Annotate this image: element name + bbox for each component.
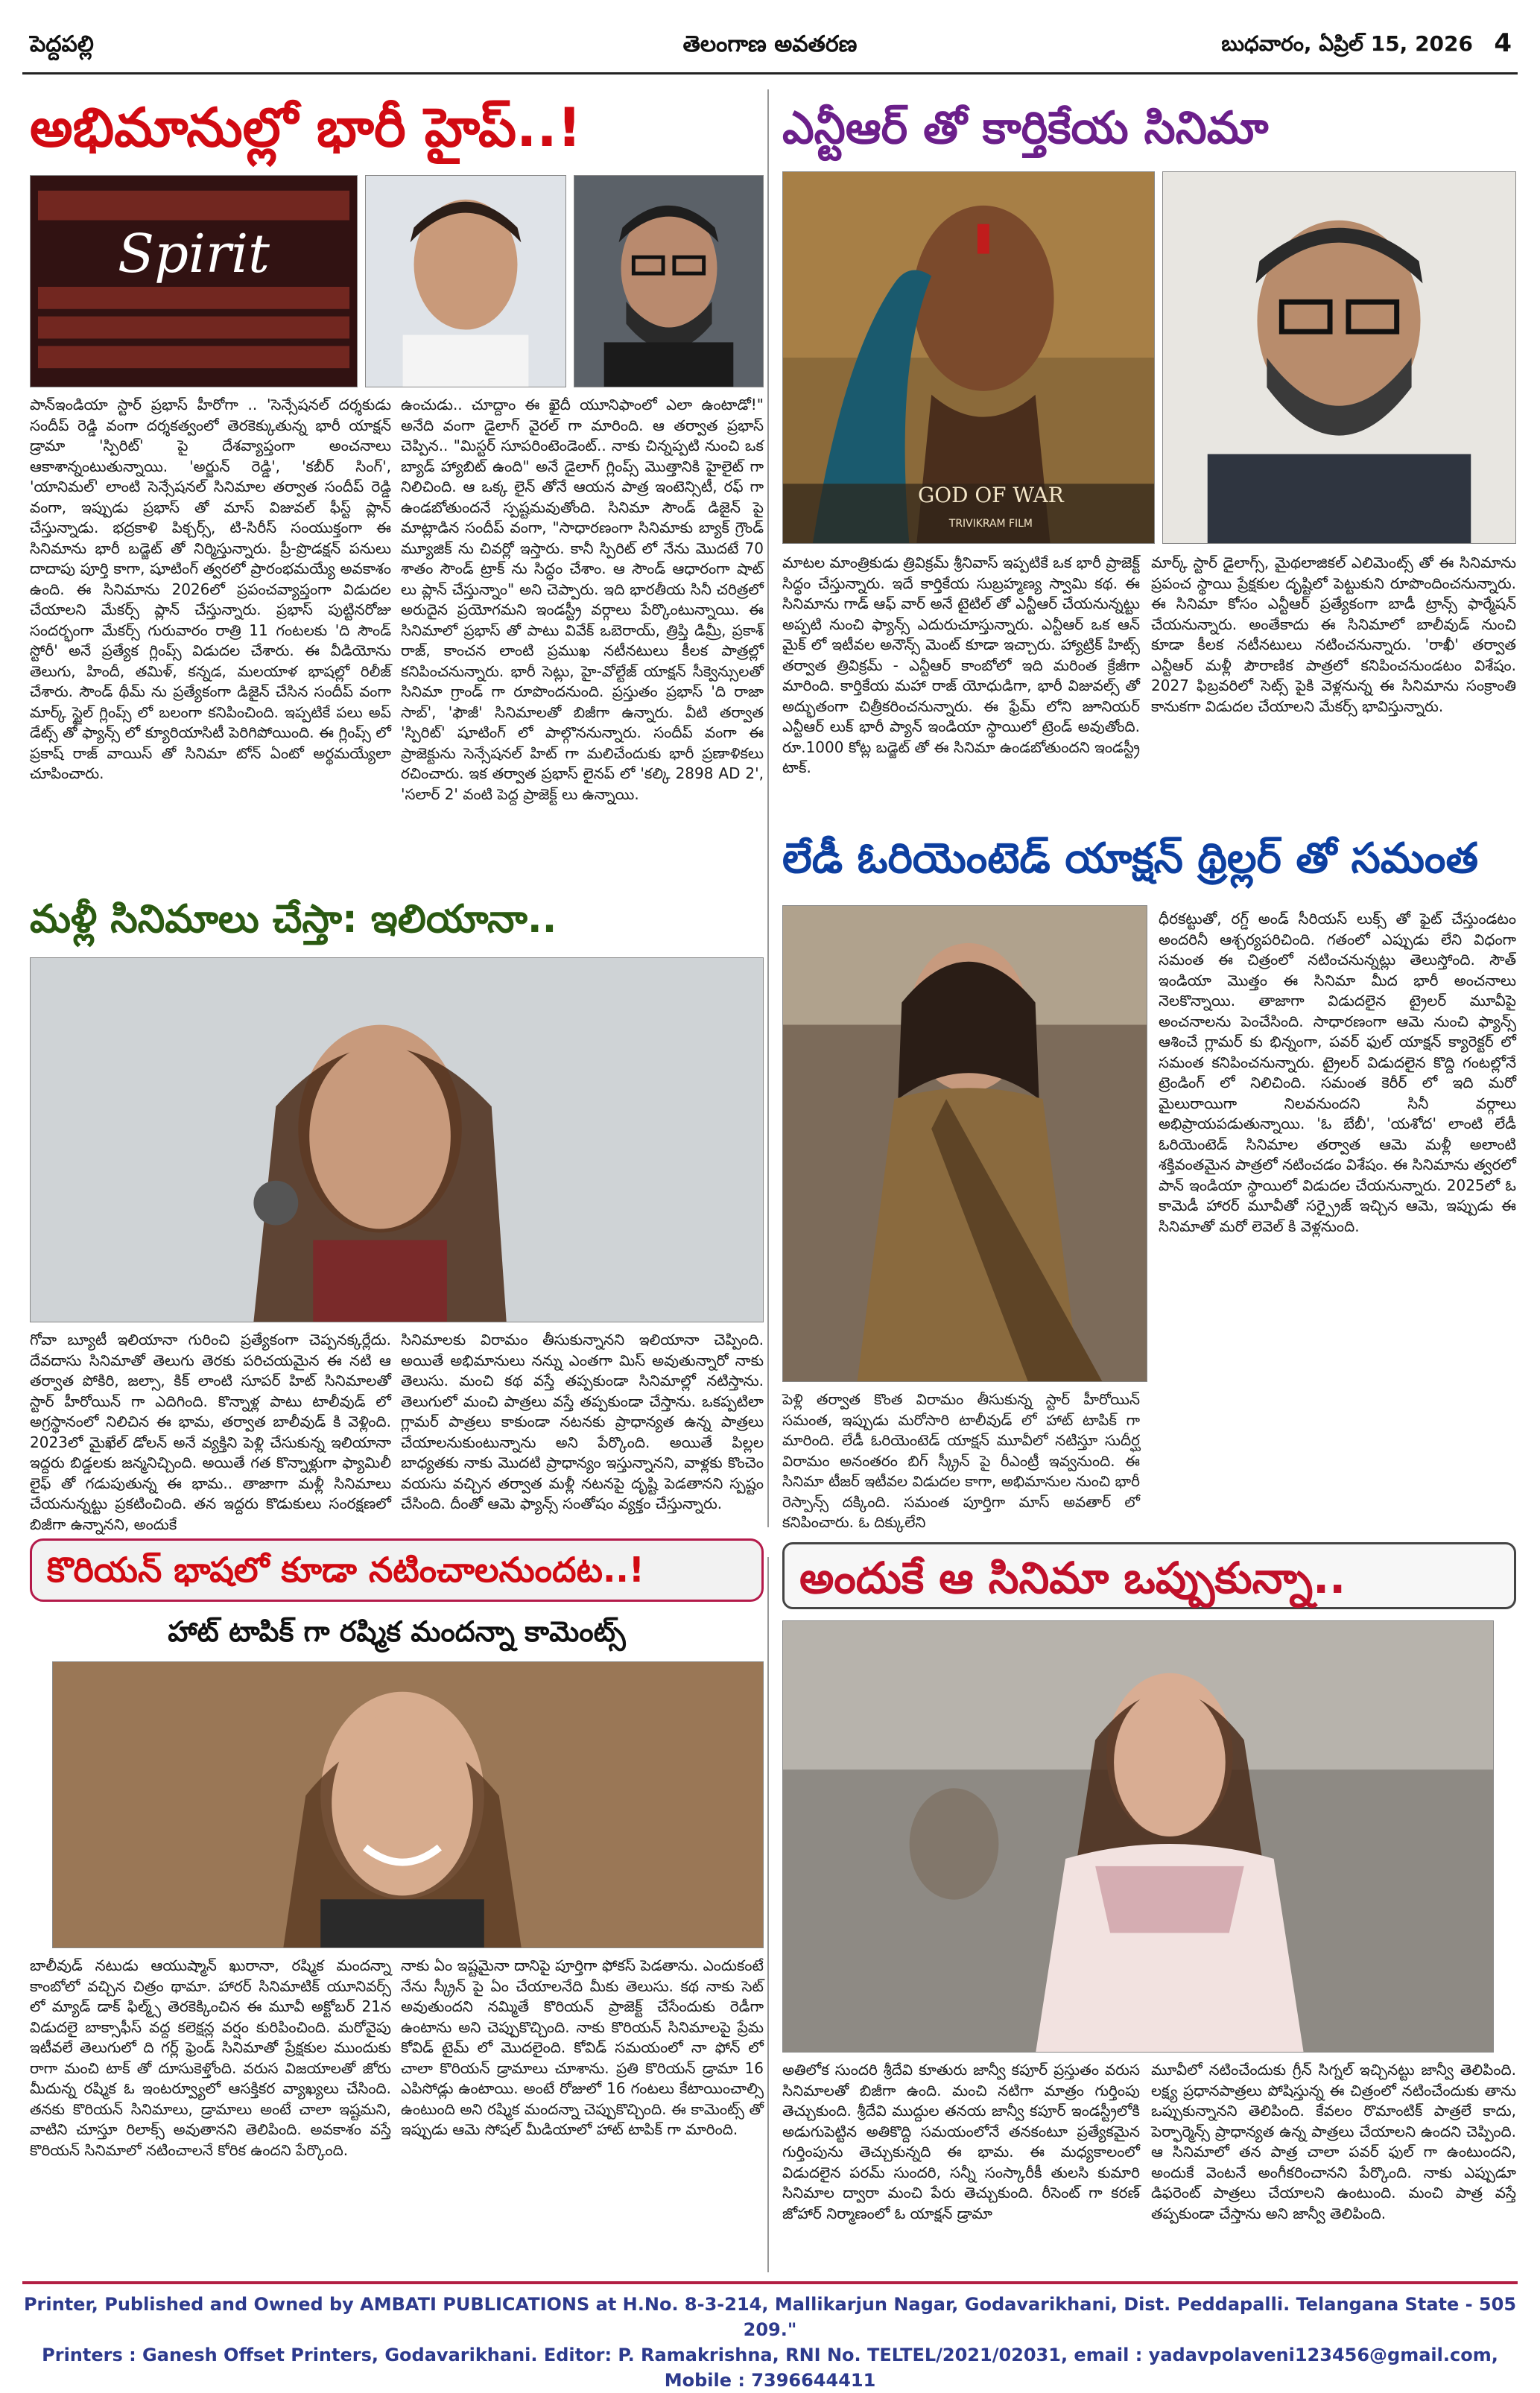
article2-column-2: మార్క్ స్టార్ డైలాగ్స్, మైథలాజికల్ ఎలిమెంట్స్ తో ఈ సినిమాను ప్రపంచ స్థాయి ప్రేక్షకుల దృష్టిలో పెట్టుకుని రూపొందించనున్నారు. ఈ సినిమా కోసం ఎన్టీఆర్ ప్రత్యేకంగా బాడీ ట్రాన్స్ ఫార్మేషన్ చేయనున్నారు. అంతేకాదు ఈ సినిమాలో బాలీవుడ్ నుంచి కూడా కీలక నటీనటులు నటించనున్నారు. 'రాఖీ' తర్వాత ఎన్టీఆర్ మళ్లీ పౌరాణిక పాత్రలో కనిపించనుండటం విశేషం. 2027 ఫిబ్రవరిలో సెట్స్ పైకి వెళ్లనున్న ఈ సినిమాను సంక్రాంతి కానుకగా విడుదల చేయాలని మేకర్స్ భావిస్తున్నారు.: [1151, 554, 1516, 715]
article2-headline: ఎన్టీఆర్ తో కార్తికేయ సినిమా: [782, 102, 1269, 154]
article4-column-1: పెళ్లి తర్వాత కొంత విరామం తీసుకున్న స్టార్ హీరోయిన్ సమంత, ఇప్పుడు మరోసారి టాలీవుడ్ లో హాట్ టాపిక్ గా మారింది. లేడీ ఓరియెంటెడ్ యాక్షన్ మూవీలో నటిస్తూ సుదీర్ఘ విరామం అనంతరం బిగ్ స్క్రీన్ పై రీఎంట్రీ ఇవ్వనుంది. ఈ సినిమా టీజర్ ఇటీవల విడుదల కాగా, అభిమానుల నుంచి భారీ రెస్పాన్స్ దక్కింది. సమంత పూర్తిగా మాస్ అవతార్ లో కనిపించారు. ఓ దిక్కులేని: [782, 1390, 1140, 1531]
samantha-photo: [782, 905, 1147, 1382]
article4-headline: లేడీ ఓరియెంటెడ్ యాక్షన్ థ్రిల్లర్ తో సమంత: [782, 834, 1479, 883]
rashmika-photo: [52, 1661, 764, 1948]
article6-headline: అందుకే ఆ సినిమా ఒప్పుకున్నా..: [782, 1542, 1516, 1609]
ileana-photo: [30, 957, 764, 1322]
prabhas-photo: [365, 175, 566, 387]
article3-column-2: సినిమాలకు విరామం తీసుకున్నానని ఇలియానా చెప్పింది. అయితే అభిమానులు నన్ను ఎంతగా మిస్ అవుతున్నారో నాకు తెలుసు. మంచి కథ వస్తే తప్పకుండా సినిమాల్లో నటిస్తాను. తెలుగులో మంచి పాత్రలు వస్తే తప్పకుండా చేస్తాను. ఒకప్పటిలా గ్లామర్ పాత్రలు కాకుండా నటనకు ప్రాధాన్యత ఉన్న పాత్రలు చేయాలనుకుంటున్నాను అని పేర్కొంది. అయితే పిల్లల బాధ్యతకు నాకు మొదటి ప్రాధాన్యం ఇస్తున్నానని, వాళ్లకు కొంచెం వయసు వచ్చిన తర్వాత మళ్లీ నటనపై దృష్టి పెడతానని స్పష్టం చేసింది. దీంతో ఆమె ఫ్యాన్స్ సంతోషం వ్యక్తం చేస్తున్నారు.: [401, 1331, 764, 1512]
masthead: [22, 22, 1518, 75]
issue-date: బుధవారం, ఏప్రిల్ 15, 2026: [1221, 31, 1473, 56]
column-divider: [767, 1557, 769, 2272]
article4-column-2: ధీరకట్టుతో, రగ్డ్ అండ్ సీరియస్ లుక్స్ తో ఫైట్ చేస్తుండటం అందరినీ ఆశ్చర్యపరిచింది. గతంలో ఎప్పుడు లేని విధంగా సమంత ఈ చిత్రంలో నటించనున్నట్లు తెలుస్తోంది. సౌత్ ఇండియా మొత్తం ఈ సినిమా మీద భారీ అంచనాలు నెలకొన్నాయి. తాజాగా విడుదలైన ట్రైలర్ మూవీపై అంచనాలను పెంచేసింది. సాధారణంగా ఆమె నుంచి ఫ్యాన్స్ ఆశించే గ్లామర్ కు భిన్నంగా, పవర్ ఫుల్ యాక్షన్ క్యారెక్టర్ లో సమంత కనిపించనున్నారు. ట్రైలర్ విడుదలైన కొద్ది గంటల్లోనే ట్రెండింగ్ లో నిలిచింది. సమంత కెరీర్ లో ఇది మరో మైలురాయిగా నిలవనుందని సినీ వర్గాలు అభిప్రాయపడుతున్నాయి. 'ఓ బేబీ', 'యశోద' లాంటి లేడీ ఓరియెంటెడ్ సినిమాల తర్వాత ఆమె మళ్లీ అలాంటి శక్తివంతమైన పాత్రలో నటించడం విశేషం. ఈ సినిమాను త్వరలో పాన్ ఇండియా స్థాయిలో విడుదల చేయనున్నారు. 2025లో ఓ కామెడీ హారర్ మూవీతో సర్ప్రైజ్ ఇచ్చిన ఆమె, ఇప్పుడు ఈ సినిమాతో మరో లెవెల్ కి వెళ్లనుంది.: [1159, 910, 1516, 1235]
article1-column-1: పాన్ఇండియా స్టార్ ప్రభాస్ హీరోగా .. 'సెన్సేషనల్ దర్శకుడు సందీప్ రెడ్డి వంగా దర్శకత్వంలో తెరకెక్కుతున్న భారీ యాక్షన్ డ్రామా 'స్పిరిట్' పై దేశవ్యాప్తంగా అంచనాలు ఆకాశాన్నంటుతున్నాయి. 'అర్జున్ రెడ్డి', 'కబీర్ సింగ్', 'యానిమల్' లాంటి సెన్సేషనల్ సినిమాల తర్వాత సందీప్ రెడ్డి వంగా, ఇప్పుడు ప్రభాస్ తో మాస్ విజువల్ ఫీస్ట్ ప్లాన్ చేస్తున్నాడు. భద్రకాళి పిక్చర్స్, టి-సిరీస్ సంయుక్తంగా ఈ సినిమాను భారీ బడ్జెట్ తో నిర్మిస్తున్నారు. ప్రీ-ప్రొడక్షన్ పనులు దాదాపు పూర్తి కాగా, షూటింగ్ త్వరలో ప్రారంభమయ్యే అవకాశం ఉంది. ఈ సినిమాను 2026లో ప్రపంచవ్యాప్తంగా విడుదల చేయాలని మేకర్స్ ప్లాన్ చేస్తున్నారు. ప్రభాస్ పుట్టినరోజు సందర్భంగా మేకర్స్ గురువారం రాత్రి 11 గంటలకు 'ది సౌండ్ స్టోరీ' అనే ప్రత్యేక గ్లింప్స్ విడుదల చేశారు. ఈ వీడియోను తెలుగు, హిందీ, తమిళ్, కన్నడ, మలయాళ భాషల్లో రిలీజ్ చేశారు. సౌండ్ థీమ్ ను ప్రత్యేకంగా డిజైన్ చేసిన సందీప్ వంగా మార్క్ స్టైల్ గ్లింప్స్ లో బలంగా కనిపించింది. ఇప్పటికే పలు అప్ డేట్స్ తో ఫ్యాన్స్ లో క్యూరియాసిటీ పెరిగిపోయింది. ఈ గ్లింప్స్ లో ప్రకాష్ రాజ్ వాయిస్ తో సినిమా టోన్ ఏంటో అర్థమయ్యేలా చూపించారు.: [30, 396, 391, 782]
paper-name: తెలంగాణ అవతరణ: [682, 31, 858, 57]
article6-column-2: మూవీలో నటించేందుకు గ్రీన్ సిగ్నల్ ఇచ్చినట్టు జాన్వీ తెలిపింది. లక్ష్య ప్రధానపాత్రలు పోషిస్తున్న ఈ చిత్రంలో నటించేందుకు తాను ఒప్పుకున్నానని తెలిపింది. కేవలం రొమాంటిక్ పాత్రలే కాదు, పెర్ఫార్మెన్స్ ప్రాధాన్యత ఉన్న పాత్రలు చేయాలని ఉందని చెప్పింది. ఆ సినిమాలో తన పాత్ర చాలా పవర్ ఫుల్ గా ఉంటుందని, అందుకే వెంటనే అంగీకరించానని పేర్కొంది. నాకు ఎప్పుడూ డిఫరెంట్ పాత్రలు చేయాలని ఉంటుంది. మంచి పాత్ర వస్తే తప్పకుండా చేస్తాను అని జాన్వీ తెలిపింది.: [1151, 2061, 1516, 2222]
imprint-line-1: Printer, Published and Owned by AMBATI PUBLICATIONS at H.No. 8-3-214, Mallikarjun Nagar, Godavarikhani, Dist. Peddapalli. Telangana State - 505 209.": [23, 2294, 1517, 2340]
article5-subheadline: హాట్ టాపిక్ గా రష్మిక మందన్నా కామెంట్స్: [168, 1615, 626, 1648]
article5-column-2: నాకు ఏం ఇష్టమైనా దానిపై పూర్తిగా ఫోకస్ పెడతాను. ఎందుకంటే నేను స్క్రీన్ పై ఏం చేయాలనేది మీకు తెలుసు. కథ నాకు సెట్ అవుతుందని నమ్మితే కొరియన్ ప్రాజెక్ట్ చేసేందుకు రెడీగా ఉంటాను అని చెప్పుకొచ్చింది. నాకు కొరియన్ సినిమాలపై ప్రేమ కోవిడ్ టైమ్ లో మొదలైంది. కోవిడ్ సమయంలో నా ఫోన్ లో చాలా కొరియన్ డ్రామాలు చూశాను. ప్రతి కొరియన్ డ్రామా 16 ఎపిసోడ్లు ఉంటాయి. అంటే రోజులో 16 గంటలు కేటాయించాల్సి ఉంటుంది అని రష్మిక మందన్నా చెప్పుకొచ్చింది. ఈ కామెంట్స్ తో ఇప్పుడు ఆమె సోషల్ మీడియాలో హాట్ టాపిక్ గా మారింది.: [401, 1956, 764, 2138]
newspaper-page: [22, 22, 1518, 2391]
article5-column-1: బాలీవుడ్ నటుడు ఆయుష్మాన్ ఖురానా, రష్మిక మందన్నా కాంబోలో వచ్చిన చిత్రం థామా. హారర్ సినిమాటిక్ యూనివర్స్ లో మ్యాడ్ డాక్ ఫిల్మ్స్ తెరకెక్కించిన ఈ మూవీ అక్టోబర్ 21న విడుదలై బాక్సాఫీస్ వద్ద కలెక్షన్ల వర్షం కురిపించింది. మరోవైపు ఇటీవలే తెలుగులో ది గర్ల్ ఫ్రెండ్ సినిమాతో ప్రేక్షకుల ముందుకు రాగా మంచి టాక్ తో దూసుకెళ్తోంది. వరుస విజయాలతో జోరు మీదున్న రష్మిక ఓ ఇంటర్వ్యూలో ఆసక్తికర వ్యాఖ్యలు చేసింది. తనకు కొరియన్ సినిమాలు, డ్రామాలు అంటే చాలా ఇష్టమని, వాటిని చూస్తూ రిలాక్స్ అవుతానని తెలిపింది. అవకాశం వస్తే కొరియన్ సినిమాలో నటించాలనే కోరిక ఉందని పేర్కొంది.: [30, 1956, 391, 2159]
svg-text:Spirit: Spirit: [118, 223, 270, 285]
trivikram-photo: [1162, 171, 1516, 544]
janhvi-photo: [782, 1620, 1494, 2053]
god-of-war-poster-image: [782, 171, 1155, 544]
article6-column-1: అతిలోక సుందరి శ్రీదేవి కూతురు జాన్వీ కపూర్ ప్రస్తుతం వరుస సినిమాలతో బిజీగా ఉంది. మంచి నటిగా మాత్రం గుర్తింపు తెచ్చుకుంది. శ్రీదేవి ముద్దుల తనయ జాన్వీ కపూర్ ఇండస్ట్రీలోకి అడుగుపెట్టిన అతికొద్ది సమయంలోనే తనకంటూ ప్రత్యేకమైన గుర్తింపును తెచ్చుకున్నది ఈ భామ. ఈ మధ్యకాలంలో విడుదలైన పరమ్ సుందరి, సన్నీ సంస్కారీకీ తులసి కుమారి సినిమాల ద్వారా మంచి పేరు తెచ్చుకుంది. రీసెంట్ గా కరణ్ జోహార్ నిర్మాణంలో ఓ యాక్షన్ డ్రామా: [782, 2061, 1140, 2222]
page-number: 4: [1494, 28, 1512, 58]
sandeep-vanga-photo: [574, 175, 764, 387]
article1-column-2: ఉంచుడు.. చూద్దాం ఈ ఖైదీ యూనిఫాంలో ఎలా ఉంటాడో!" అనేది వంగా డైలాగ్ వైరల్ గా మారింది. ఆ తర్వాత ప్రభాస్ చెప్పిన.. "మిస్టర్ సూపరింటెండెంట్.. నాకు చిన్నప్పటి నుంచి ఒక బ్యాడ్ హ్యాబిట్ ఉంది" అనే డైలాగ్ గ్లింప్స్ మొత్తానికి హైలైట్ గా నిలిచింది. ఆ ఒక్క లైన్ తోనే ఆయన పాత్ర ఇంటెన్సిటీ, రఫ్ గా ఉండబోతుందనే స్పష్టమవుతోంది. సినిమా సౌండ్ డిజైన్ పై మాట్లాడిన సందీప్ వంగా, "సాధారణంగా సినిమాకు బ్యాక్ గ్రౌండ్ మ్యూజిక్ ను చివర్లో ఇస్తారు. కానీ స్పిరిట్ లో నేను మొదటే 70 శాతం సౌండ్ ట్రాక్ ను సిద్ధం చేశాం. ఆ సౌండ్ ఆధారంగా షాట్ లు ప్లాన్ చేస్తున్నాం" అని చెప్పారు. ఇది భారతీయ సినీ చరిత్రలో అరుదైన ప్రయోగమని ఇండస్ట్రీ వర్గాలు పేర్కొంటున్నాయి. ఈ సినిమాలో ప్రభాస్ తో పాటు వివేక్ ఒబెరాయ్, త్రిప్తి డిమ్రీ, ప్రకాశ్ రాజ్, కాంచన లాంటి ప్రముఖ నటీనటులు కీలక పాత్రల్లో కనిపించనున్నారు. భారీ సెట్లు, హై-వోల్టేజ్ యాక్షన్ సీక్వెన్సులతో సినిమా గ్రాండ్ గా రూపొందనుంది. ప్రస్తుతం ప్రభాస్ 'ది రాజా సాబ్', 'ఫౌజీ' సినిమాలతో బిజీగా ఉన్నారు. వీటి తర్వాత 'స్పిరిట్' షూటింగ్ లో పాల్గొననున్నారు. సందీప్ వంగా ఈ ప్రాజెక్టును సెన్సేషనల్ హిట్ గా మలిచేందుకు భారీ ప్రణాళికలు రచించారు. ఇక తర్వాత ప్రభాస్ లైనప్ లో 'కల్కి 2898 AD 2', 'సలార్ 2' వంటి పెద్ద ప్రాజెక్ట్ లు ఉన్నాయి.: [401, 396, 764, 803]
article3-column-1: గోవా బ్యూటీ ఇలియానా గురించి ప్రత్యేకంగా చెప్పనక్కర్లేదు. దేవదాసు సినిమాతో తెలుగు తెరకు పరిచయమైన ఈ నటి ఆ తర్వాత పోకిరి, జల్సా, కిక్ లాంటి సూపర్ హిట్ సినిమాలతో స్టార్ హీరోయిన్ గా ఎదిగింది. కొన్నాళ్ల పాటు టాలీవుడ్ లో అగ్రస్థానంలో నిలిచిన ఈ భామ, తర్వాత బాలీవుడ్ కి వెళ్లింది. 2023లో మైఖేల్ డోలన్ అనే వ్యక్తిని పెళ్లి చేసుకున్న ఇలియానా ఇద్దరు బిడ్డలకు జన్మనిచ్చింది. అయితే గత కొన్నాళ్లుగా ఫ్యామిలీ లైఫ్ తో గడుపుతున్న ఈ భామ.. తాజాగా మళ్లీ సినిమాలు చేయనున్నట్టు ప్రకటించింది. తన ఇద్దరు కొడుకులు సంరక్షణలో బిజీగా ఉన్నానని, అందుకే: [30, 1331, 391, 1533]
column-divider: [767, 89, 769, 1527]
article5-headline: కొరియన్ భాషలో కూడా నటించాలనుందట..!: [30, 1538, 764, 1602]
poster-title-text: GOD OF WAR: [917, 483, 1064, 508]
spirit-poster-image: [30, 175, 358, 387]
article1-headline: అభిమానుల్లో భారీ హైప్..!: [30, 96, 582, 159]
place-name: పెద్దపల్లి: [30, 31, 94, 57]
poster-credit-text: TRIVIKRAM FILM: [948, 518, 1033, 530]
imprint-footer: [22, 2281, 1518, 2391]
imprint-line-2: Printers : Ganesh Offset Printers, Godavarikhani. Editor: P. Ramakrishna, RNI No. TELTEL/2021/02031, email : yadavpolaveni123456@gmail.com, Mobile : 7396644411: [42, 2345, 1498, 2391]
article3-headline: మళ్లీ సినిమాలు చేస్తా: ఇలియానా..: [30, 897, 557, 942]
article2-column-1: మాటల మాంత్రికుడు త్రివిక్రమ్ శ్రీనివాస్ ఇప్పటికే ఒక భారీ ప్రాజెక్ట్ సిద్ధం చేస్తున్నారు. ఇదే కార్తికేయ సుబ్రహ్మణ్య స్వామి కథ. ఈ సినిమాను గాడ్ ఆఫ్ వార్ అనే టైటిల్ తో ఎన్టీఆర్ చేయనున్నట్టు అప్పటి నుంచి ఫ్యాన్స్ ఎదురుచూస్తున్నారు. ఎన్టీఆర్ ఒక ఆన్ మైక్ లో ఇటీవల అనౌన్స్ మెంట్ కూడా ఇచ్చారు. హ్యాట్రిక్ హిట్స్ తర్వాత త్రివిక్రమ్ - ఎన్టీఆర్ కాంబోలో ఇది మరింత క్రేజీగా మారింది. కార్తికేయ మహా రాజ్ యోధుడిగా, భారీ విజువల్స్ తో అద్భుతంగా చిత్రీకరించనున్నారు. ఈ ఫ్రేమ్ లోని జూనియర్ ఎన్టీఆర్ లుక్ భారీ ప్యాన్ ఇండియా స్థాయిలో ట్రెండ్ అవుతోంది. రూ.1000 కోట్ల బడ్జెట్ తో ఈ సినిమా ఉండబోతుందని ఇండస్ట్రీ టాక్.: [782, 554, 1140, 776]
